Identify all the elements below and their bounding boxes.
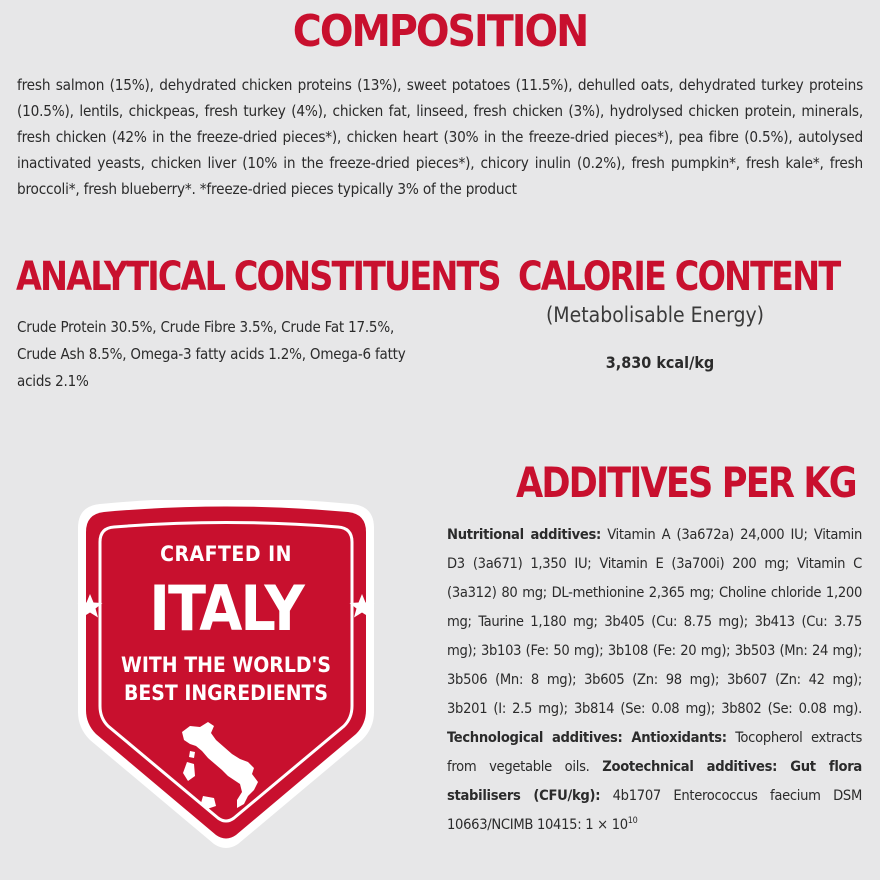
composition-text: fresh salmon (15%), dehydrated chicken proteins (13%), sweet potatoes (11.5%), dehulled oats, dehydrated turkey proteins (10.5%), lentils, chickpeas, fresh turkey (4%), chicken fat, linseed, fresh chicken (3%), hydrolysed chicken protein, minerals, fresh chicken (42% in the freeze-dried pieces*), chicken heart (30% in the freeze-dried pieces*), pea fibre (0.5%), autolysed inactivated yeasts, chicken liver (10% in the freeze-dried pieces*), chicory inulin (0.2%), fresh pumpkin*, fresh kale*, fresh broccoli*, fresh blueberry*. *freeze-dried pieces typically 3% of the product bbox=[17, 76, 863, 198]
nutritional-additives-label: Nutritional additives: bbox=[447, 526, 601, 543]
crafted-in-italy-badge bbox=[74, 500, 378, 850]
composition-title: COMPOSITION bbox=[292, 6, 588, 57]
badge-best-ingredients: BEST INGREDIENTS bbox=[123, 681, 329, 705]
additives-title: ADDITIVES PER KG bbox=[516, 458, 856, 507]
zootechnical-additives-label: Zootechnical additives: Gut flora stabilisers (CFU/kg): bbox=[447, 758, 862, 804]
technological-additives-label: Technological additives: Antioxidants: bbox=[447, 729, 727, 746]
calorie-content-title: CALORIE CONTENT bbox=[518, 254, 840, 300]
analytical-constituents-title: ANALYTICAL CONSTITUENTS bbox=[16, 254, 500, 300]
zootechnical-additives-text: 4b1707 Enterococcus faecium DSM 10663/NCIMB 10415: 1 × 10 bbox=[447, 787, 862, 833]
analytical-constituents-text: Crude Protein 30.5%, Crude Fibre 3.5%, Crude Fat 17.5%, Crude Ash 8.5%, Omega-3 fatty acids 1.2%, Omega-6 fatty acids 2.1% bbox=[17, 318, 406, 390]
badge-worlds: WITH THE WORLD'S bbox=[121, 653, 331, 677]
calorie-content-value: 3,830 kcal/kg bbox=[605, 353, 715, 372]
nutritional-additives-text: Vitamin A (3a672a) 24,000 IU; Vitamin D3 (3a671) 1,350 IU; Vitamin E (3a700i) 200 mg; Vitamin C (3a312) 80 mg; DL-methionine 2,365 mg; Choline chloride 1,200 mg; Taurine 1,180 mg; 3b405 (Cu: 8.75 mg); 3b413 (Cu: 3.75 mg); 3b103 (Fe: 50 mg); 3b108 (Fe: 20 mg); 3b503 (Mn: 24 mg); 3b506 (Mn: 8 mg); 3b605 (Zn: 98 mg); 3b607 (Zn: 42 mg); 3b201 (I: 2.5 mg); 3b814 (Se: 0.08 mg); 3b802 (Se: 0.08 mg). bbox=[447, 526, 862, 717]
technological-additives-text: Tocopherol extracts from vegetable oils. bbox=[447, 729, 862, 775]
calorie-content-subtitle: (Metabolisable Energy) bbox=[545, 303, 765, 327]
badge-italy: ITALY bbox=[149, 572, 303, 645]
cfu-exponent: 10 bbox=[627, 816, 638, 827]
badge-crafted-in: CRAFTED IN bbox=[160, 542, 292, 566]
additives-text bbox=[447, 520, 862, 839]
